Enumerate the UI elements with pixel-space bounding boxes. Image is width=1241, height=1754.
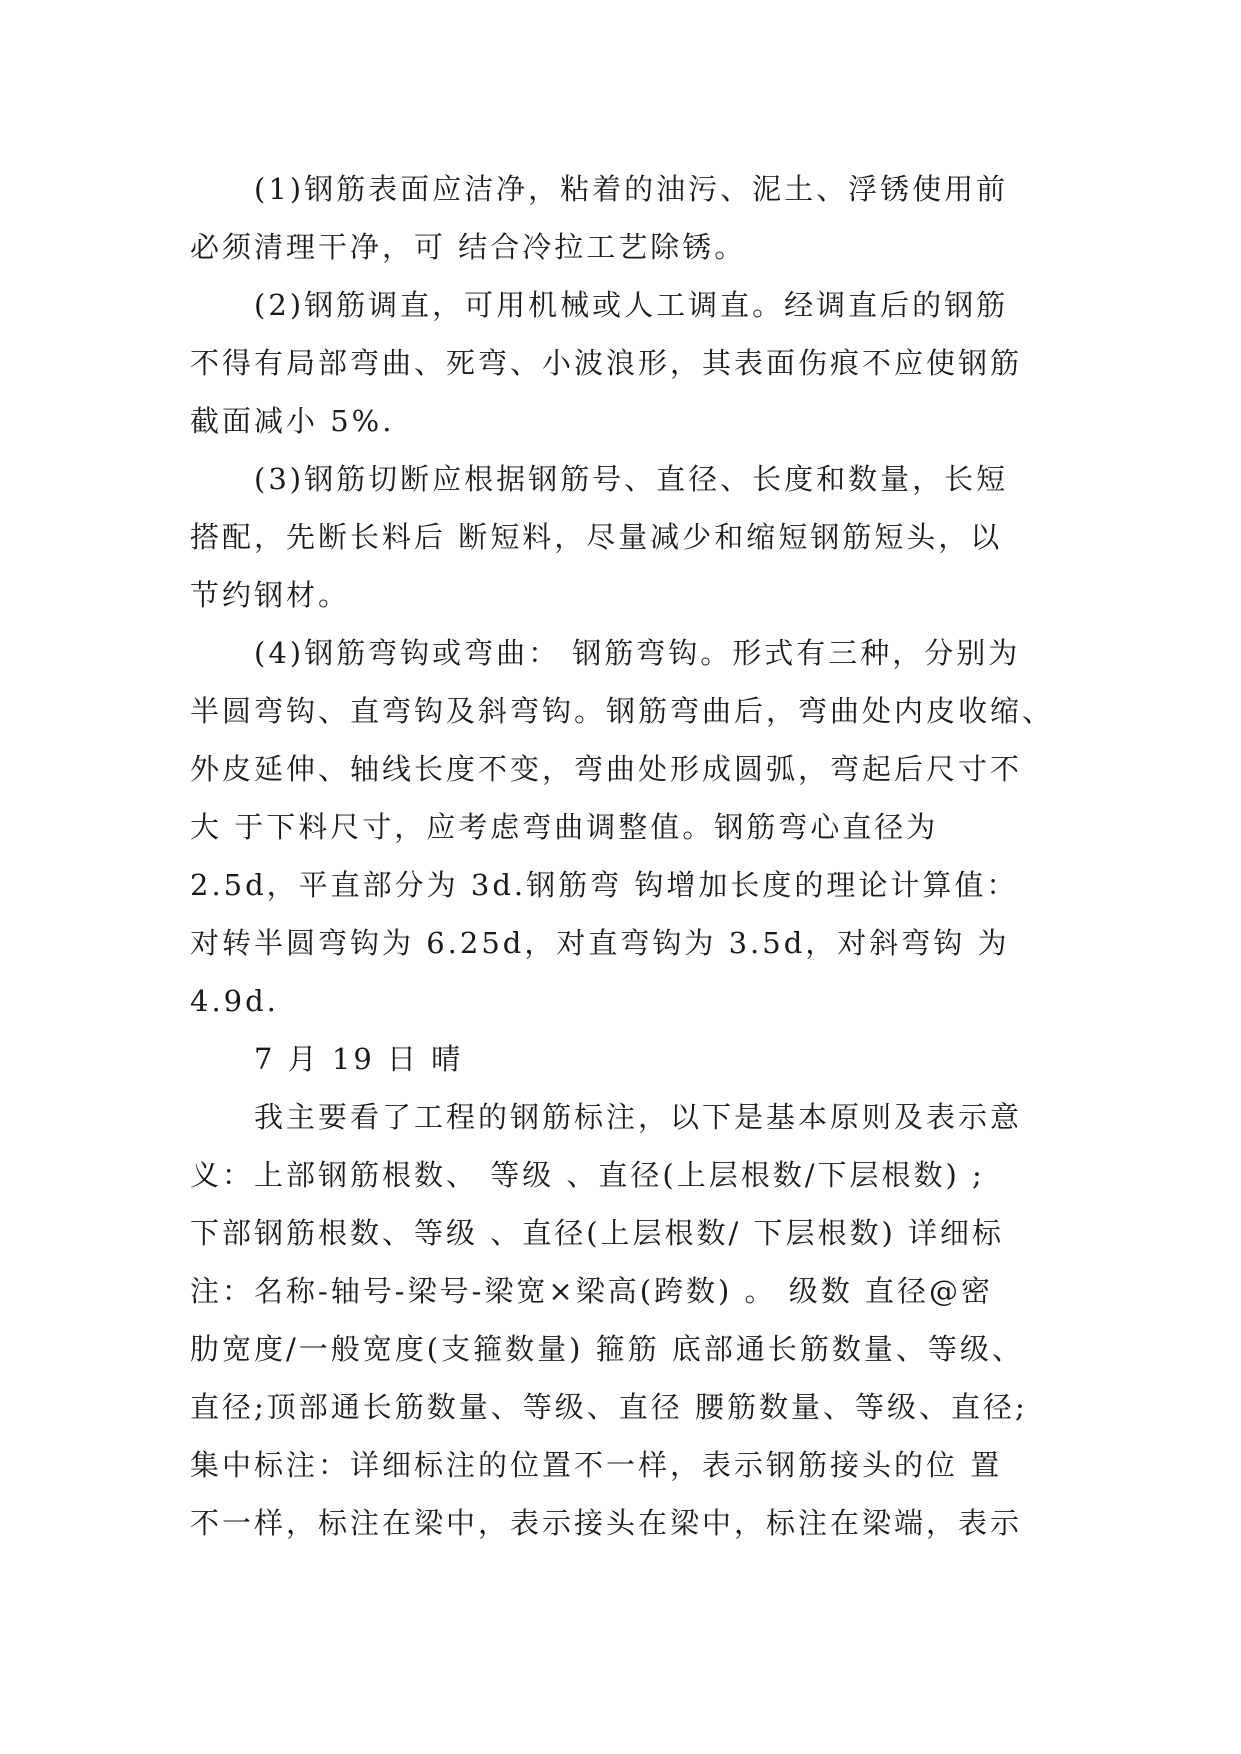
paragraph-line: 义：上部钢筋根数、 等级 、直径(上层根数/下层根数) ; <box>190 1158 985 1192</box>
paragraph-line: 半圆弯钩、直弯钩及斜弯钩。钢筋弯曲后，弯曲处内皮收缩、 <box>190 694 1055 728</box>
paragraph-line: 大 于下料尺寸，应考虑弯曲调整值。钢筋弯心直径为 <box>190 810 939 844</box>
paragraph-line: 注：名称-轴号-梁号-梁宽×梁高(跨数) 。 级数 直径@密 <box>190 1274 993 1308</box>
paragraph-line: 我主要看了工程的钢筋标注，以下是基本原则及表示意 <box>254 1100 1023 1134</box>
paragraph-line: 4.9d. <box>190 984 279 1018</box>
paragraph-line: 肋宽度/一般宽度(支箍数量) 箍筋 底部通长筋数量、等级、 <box>190 1332 1024 1366</box>
paragraph-line: (2)钢筋调直，可用机械或人工调直。经调直后的钢筋 <box>254 288 1009 322</box>
paragraph-line: (1)钢筋表面应洁净，粘着的油污、泥土、浮锈使用前 <box>254 172 1009 206</box>
paragraph-line: 下部钢筋根数、等级 、直径(上层根数/ 下层根数) 详细标 <box>190 1216 1005 1250</box>
paragraph-line: 截面减小 5%. <box>190 404 395 438</box>
paragraph-line: (4)钢筋弯钩或弯曲： 钢筋弯钩。形式有三种，分别为 <box>254 636 1021 670</box>
paragraph-line: 不一样，标注在梁中，表示接头在梁中，标注在梁端，表示 <box>190 1506 1023 1540</box>
paragraph-line: 搭配，先断长料后 断短料，尽量减少和缩短钢筋短头，以 <box>190 520 1003 554</box>
date-heading: 7 月 19 日 晴 <box>254 1042 464 1076</box>
paragraph-line: 对转半圆弯钩为 6.25d，对直弯钩为 3.5d，对斜弯钩 为 <box>190 926 1010 960</box>
paragraph-line: 集中标注：详细标注的位置不一样，表示钢筋接头的位 置 <box>190 1448 1003 1482</box>
paragraph-line: 不得有局部弯曲、死弯、小波浪形，其表面伤痕不应使钢筋 <box>190 346 1023 380</box>
paragraph-line: (3)钢筋切断应根据钢筋号、直径、长度和数量，长短 <box>254 462 1009 496</box>
paragraph-line: 直径;顶部通长筋数量、等级、直径 腰筋数量、等级、直径; <box>190 1390 1028 1424</box>
paragraph-line: 节约钢材。 <box>190 578 351 612</box>
paragraph-line: 2.5d，平直部分为 3d.钢筋弯 钩增加长度的理论计算值： <box>190 868 1019 902</box>
paragraph-line: 必须清理干净，可 结合冷拉工艺除锈。 <box>190 230 747 264</box>
paragraph-line: 外皮延伸、轴线长度不变，弯曲处形成圆弧，弯起后尺寸不 <box>190 752 1023 786</box>
